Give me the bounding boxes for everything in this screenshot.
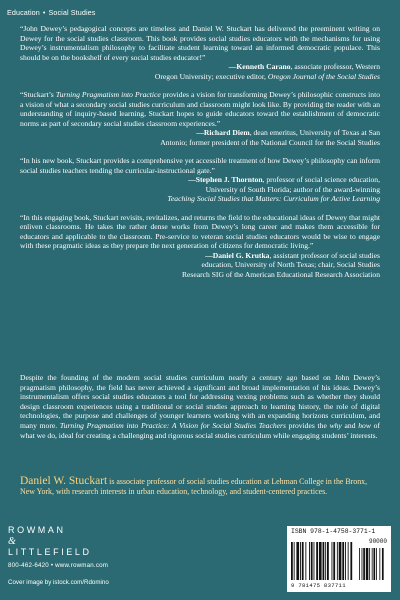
quote-part: provides a vision for transforming Dewey’s philosophic constructs into a vision of what a secondary social studies curriculum and classroom might look like. By providing the reader with an understanding of inquiry-based learning, Stuckart hopes to guide educators toward the establishment of democratic norms as part of secondary social studies classroom experiences.” (20, 90, 380, 128)
barcode-addon-bar (376, 548, 377, 580)
endorser-affiliation: education, University of North Texas; chair, Social Studies (201, 260, 380, 269)
endorsement-quote: “John Dewey’s pedagogical concepts are timeless and Daniel W. Stuckart has delivered the preeminent writing on Dewey for the social studies classroom. This book provides social studies educators with the mechanisms for using Dewey’s instrumentalism philosophy to facilitate student learning toward an informed democratic populace. This should be on the bookshelf of every social studies educator!” (20, 24, 380, 62)
barcode-bar (291, 542, 293, 580)
barcode-bar (350, 542, 352, 580)
barcode-addon-bar (373, 548, 375, 580)
endorsements (20, 24, 380, 288)
description-why: why (329, 420, 342, 430)
quote-part: “Stuckart’s (20, 90, 56, 99)
endorsement-quote (20, 90, 380, 128)
endorsement-diem (20, 90, 380, 147)
endorser-name: —Daniel G. Krutka (205, 250, 270, 260)
barcode-bar (296, 542, 299, 580)
barcode-bar (311, 542, 313, 580)
endorser-book: Teaching Social Studies that Matters: Curriculum for Active Learning (167, 194, 380, 203)
barcode-addon-bar (359, 548, 360, 580)
description-text: and (341, 420, 359, 430)
logo-word: ROWMAN (8, 525, 66, 535)
barcode-bar (325, 542, 326, 580)
barcode-addon-bar (379, 548, 380, 580)
logo-ampersand: & (8, 536, 16, 547)
barcode-bar (327, 542, 329, 580)
endorser-journal: Oregon Journal of the Social Studies (267, 71, 380, 81)
publisher-logo-rowman (8, 525, 148, 547)
publisher-logo-littlefield: LITTLEFIELD (8, 547, 92, 557)
barcode-bar (305, 542, 306, 580)
barcode-bar (302, 542, 304, 580)
category-label (7, 8, 95, 17)
endorsement-krutka (20, 213, 380, 280)
cover-image-credit: Cover image by istock.com/Rdomino (8, 579, 109, 586)
barcode-bar (316, 542, 318, 580)
endorsement-attribution (20, 175, 380, 204)
description-book-title: Turning Pragmatism into Practice: A Vision for Social Studies Teachers (59, 420, 286, 430)
endorser-affiliation: Antonio; former president of the National Council for the Social Studies (160, 137, 380, 147)
endorser-name: —Stephen J. Thornton (188, 175, 263, 184)
endorser-affiliation: University of South Florida; author of the award-winning (205, 184, 380, 194)
endorser-title: , professor of social science education, (262, 175, 380, 184)
barcode-bar (333, 542, 335, 580)
barcode-bar (314, 542, 315, 580)
barcode-addon-bar (372, 548, 373, 580)
barcode-bar (319, 542, 322, 580)
endorsement-attribution (20, 62, 380, 81)
isbn-number: ISBN 978-1-4758-3771-1 (291, 528, 376, 535)
endorsement-carano (20, 24, 380, 81)
endorser-affiliation: Oregon University; executive editor, (154, 71, 268, 81)
endorsement-attribution (20, 128, 380, 147)
endorsement-quote: “In his new book, Stuckart provides a comprehensive yet accessible treatment of how Dewey’s philosophy can inform social studies teachers tending the curricular-instructional gate.” (20, 156, 380, 175)
description-text: of what we do, ideal for creating a challenging and rigorous social studies curriculum while engaging students’ interests. (20, 420, 380, 440)
category-education: Education (7, 8, 40, 17)
barcode-bar (342, 542, 344, 580)
publisher-contact: 800-462-6420 • www.rowman.com (8, 562, 109, 569)
publisher-block (8, 525, 148, 586)
description-text: provides the (285, 420, 330, 430)
barcode-bars-icon (291, 536, 387, 581)
author-bio-text: is associate professor of social studies education at Lehman College in the Bronx, New York, with research interests in urban education, technology, and student-centered practices. (20, 477, 368, 496)
endorser-name: —Kenneth Carano (228, 62, 291, 71)
quote-book-title: Turning Pragmatism into Practice (55, 90, 161, 99)
barcode-digits: 9 781475 837711 (291, 582, 346, 589)
description-text: Despite the founding of the modern social studies curriculum nearly a century ago based on John Dewey’s pragmatism philosophy, the field has never achieved a significant and broad implementation of his ideas. Dewey’s instrumentalism offers social studies educators a tool for addressing vexing problems such as whether they should design classroom experiences using a traditional or social studies approach to learning history, the role of digital technologies, the purpose and challenges of younger learners working with an expanding horizons curriculum, and many more. (20, 373, 380, 430)
endorsement-quote: “In this engaging book, Stuckart revisits, revitalizes, and returns the field to the educational ideas of Dewey that might enliven classrooms. He takes the rather dense works from Dewey’s long career and makes them accessible for educators and applicable to the classroom. Pre-service to veteran social studies educators would be wise to engage with these pragmatic ideas as they prepare the next generation of citizens for democratic living.” (20, 212, 380, 250)
category-separator: • (42, 8, 46, 17)
barcode-bar (348, 542, 349, 580)
barcode-bar (337, 542, 338, 580)
book-description (20, 373, 380, 440)
price-code: 90000 (368, 538, 387, 545)
description-how: how (358, 420, 371, 430)
endorsement-thornton (20, 156, 380, 204)
barcode-bar (345, 542, 346, 580)
endorser-title: , dean emeritus, University of Texas at San (249, 128, 380, 137)
isbn-barcode (287, 526, 391, 592)
author-bio (20, 476, 380, 497)
endorser-title: , associate professor, Western (290, 62, 380, 71)
barcode-addon-bar (382, 548, 384, 580)
barcode-bar (332, 542, 333, 580)
barcode-bar (300, 542, 301, 580)
endorser-title: , assistant professor of social studies (269, 250, 380, 260)
barcode-addon-bar (369, 548, 370, 580)
barcode-addon-bar (363, 548, 365, 580)
barcode-bar (323, 542, 325, 580)
barcode-addon-bar (362, 548, 363, 580)
barcode-bar (339, 542, 342, 580)
endorser-name: —Richard Diem (196, 128, 250, 137)
barcode-bar (309, 542, 310, 580)
barcode-bar (294, 542, 295, 580)
endorser-affiliation: Research SIG of the American Educational Research Association (181, 269, 380, 279)
publisher-logo (8, 525, 148, 558)
category-social-studies: Social Studies (48, 8, 96, 17)
barcode-addon-bar (366, 548, 369, 580)
author-name: Daniel W. Stuckart (20, 475, 108, 487)
endorsement-attribution (20, 251, 380, 280)
